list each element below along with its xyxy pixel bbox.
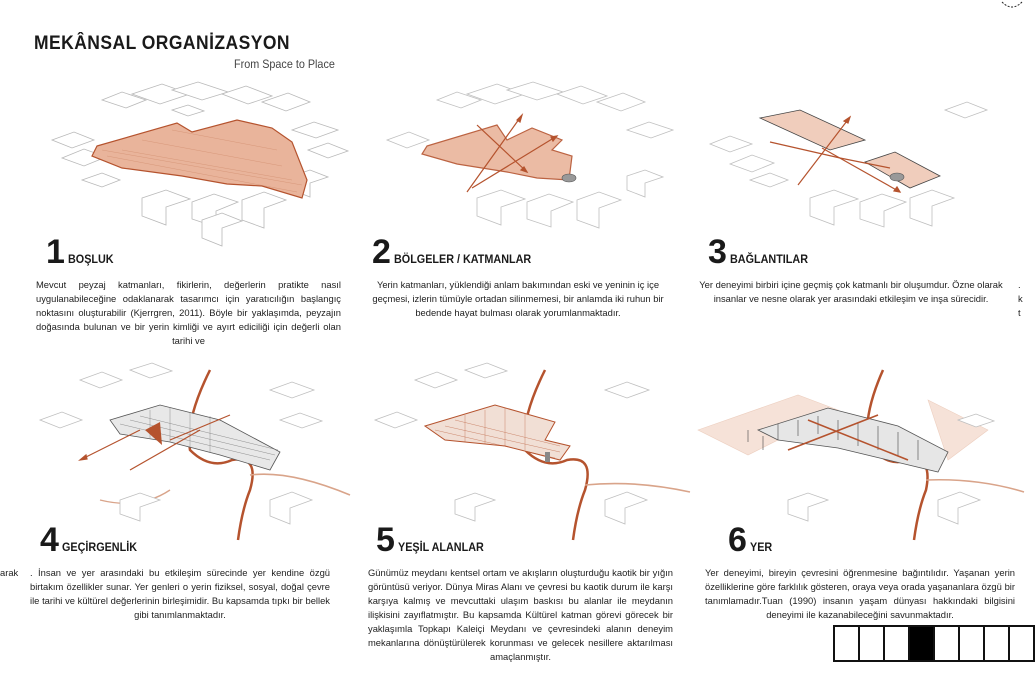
page-indicator-cell bbox=[985, 627, 1010, 660]
corner-logo-icon bbox=[1000, 0, 1024, 10]
page-indicator-cell bbox=[960, 627, 985, 660]
permeable-grid bbox=[110, 405, 280, 470]
diagram-4-permeability bbox=[20, 360, 360, 540]
step-3-label: BAĞLANTILAR bbox=[729, 252, 808, 266]
void-area bbox=[92, 120, 307, 198]
step-2-heading bbox=[372, 235, 546, 269]
green-grid bbox=[425, 405, 570, 460]
page-indicator-cell bbox=[860, 627, 885, 660]
step-6-label: YER bbox=[749, 540, 773, 554]
step-4-text: . İnsan ve yer arasındaki bu etkileşim sürecinde yer kendine özgü birtakım özellikler sunar. Yer genleri o yerin fiziksel, sosyal, doğal çevre ile tarihi ve kültürel değerlerinin birleşimidir. Bu kapsamda tıpkı bir bellek gibi tanımlanmaktadır. bbox=[30, 567, 330, 620]
page-indicator bbox=[833, 625, 1035, 662]
diagram-2-layers bbox=[357, 80, 692, 250]
zone-a bbox=[760, 110, 865, 150]
page-indicator-cell bbox=[835, 627, 860, 660]
page-indicator-cell bbox=[935, 627, 960, 660]
step-4-heading bbox=[40, 523, 145, 557]
step-2-number: 2 bbox=[372, 233, 391, 271]
right-edge-fragment-top: k bbox=[1018, 293, 1023, 304]
step-6-text: Yer deneyimi, bireyin çevresini öğrenmesine bağıntılıdır. Yaşanan yerin özelliklerine göre farklılık gösteren, oraya veya orada yaşananlara özgü bir tanımlamadır.Tuan (1990) insanın yaşam dünyası hakkındaki bilgisini deneyimi ile kazanabileceğini savunmaktadır. bbox=[705, 567, 1015, 620]
page-subtitle: From Space to Place bbox=[234, 57, 335, 71]
diagram-3-connections bbox=[690, 80, 1024, 250]
step-5-number: 5 bbox=[376, 521, 395, 559]
step-1-number: 1 bbox=[46, 233, 65, 271]
step-1-heading bbox=[46, 235, 119, 269]
layer-area bbox=[422, 125, 572, 180]
step-3-heading bbox=[708, 235, 817, 269]
page-indicator-cell bbox=[885, 627, 910, 660]
step-1-text: Mevcut peyzaj katmanları, fikirlerin, değerlerin pratikte nasıl uygulanabileceğine odaklanarak tasarımcı için yaratıcılığın başlangıç noktasını oluşturabilir (Kjerrgren, 2011). Böyle bir yaklaşımda, peyzajın doğasında bulunan ve bir yerin kimliği ve ayırt ediciliği için değerli olan tarihi ve bbox=[36, 279, 341, 346]
step-2-label: BÖLGELER / KATMANLAR bbox=[393, 252, 532, 266]
step-1-label: BOŞLUK bbox=[67, 252, 114, 266]
step-2-text: Yerin katmanları, yüklendiği anlam bakımından eski ve yeninin iç içe geçmesi, izlerin tümüyle ortadan silinmemesi, bir anlamda iki ruhun bir bedende hayat bulması olarak yorumlanmaktadır. bbox=[372, 279, 664, 318]
step-5-label: YEŞİL ALANLAR bbox=[397, 540, 484, 554]
page-indicator-cell bbox=[910, 627, 935, 660]
diagram-1-void bbox=[22, 80, 357, 250]
right-edge-fragment-mid: t bbox=[1018, 307, 1021, 318]
step-5-heading bbox=[376, 523, 493, 557]
zone-b bbox=[865, 152, 940, 188]
step-6-number: 6 bbox=[728, 521, 747, 559]
page-indicator-cell bbox=[1010, 627, 1033, 660]
step-4-number: 4 bbox=[40, 521, 59, 559]
step-6-heading bbox=[728, 523, 775, 557]
step-3-text: Yer deneyimi birbiri içine geçmiş çok katmanlı bir oluşumdur. Özne olarak insanlar ve nesne olarak yer arasındaki etkileşim ve inşa sürecidir. bbox=[699, 279, 1003, 304]
step-3-number: 3 bbox=[708, 233, 727, 271]
right-edge-fragment-dot: . bbox=[1018, 279, 1021, 290]
step-4-label: GEÇİRGENLİK bbox=[61, 540, 137, 554]
diagram-5-green-areas bbox=[355, 360, 695, 540]
page-title: MEKÂNSAL ORGANİZASYON bbox=[34, 33, 291, 54]
left-edge-fragment: arak bbox=[0, 567, 19, 578]
step-5-text: Günümüz meydanı kentsel ortam ve akışların oluşturduğu kaotik bir yığın görüntüsü veriyor. Dünya Miras Alanı ve çevresi bu kaotik durum ile karşı karşıya kalmış ve mevcuttaki ulaşım baskısı bu alanlar ile meydanın ilişkisini zayıflatmıştır. Bu kapsamda Kültürel katman görevi görecek bir yaklaşımla Topkapı Kaleiçi Meydanı ve çevresindeki alanın deneyim mekanlarına dönüştürülerek korunması ve gelecek nesillere aktarılması amaçlanmıştır. bbox=[368, 567, 673, 662]
diagram-6-place bbox=[688, 360, 1024, 540]
